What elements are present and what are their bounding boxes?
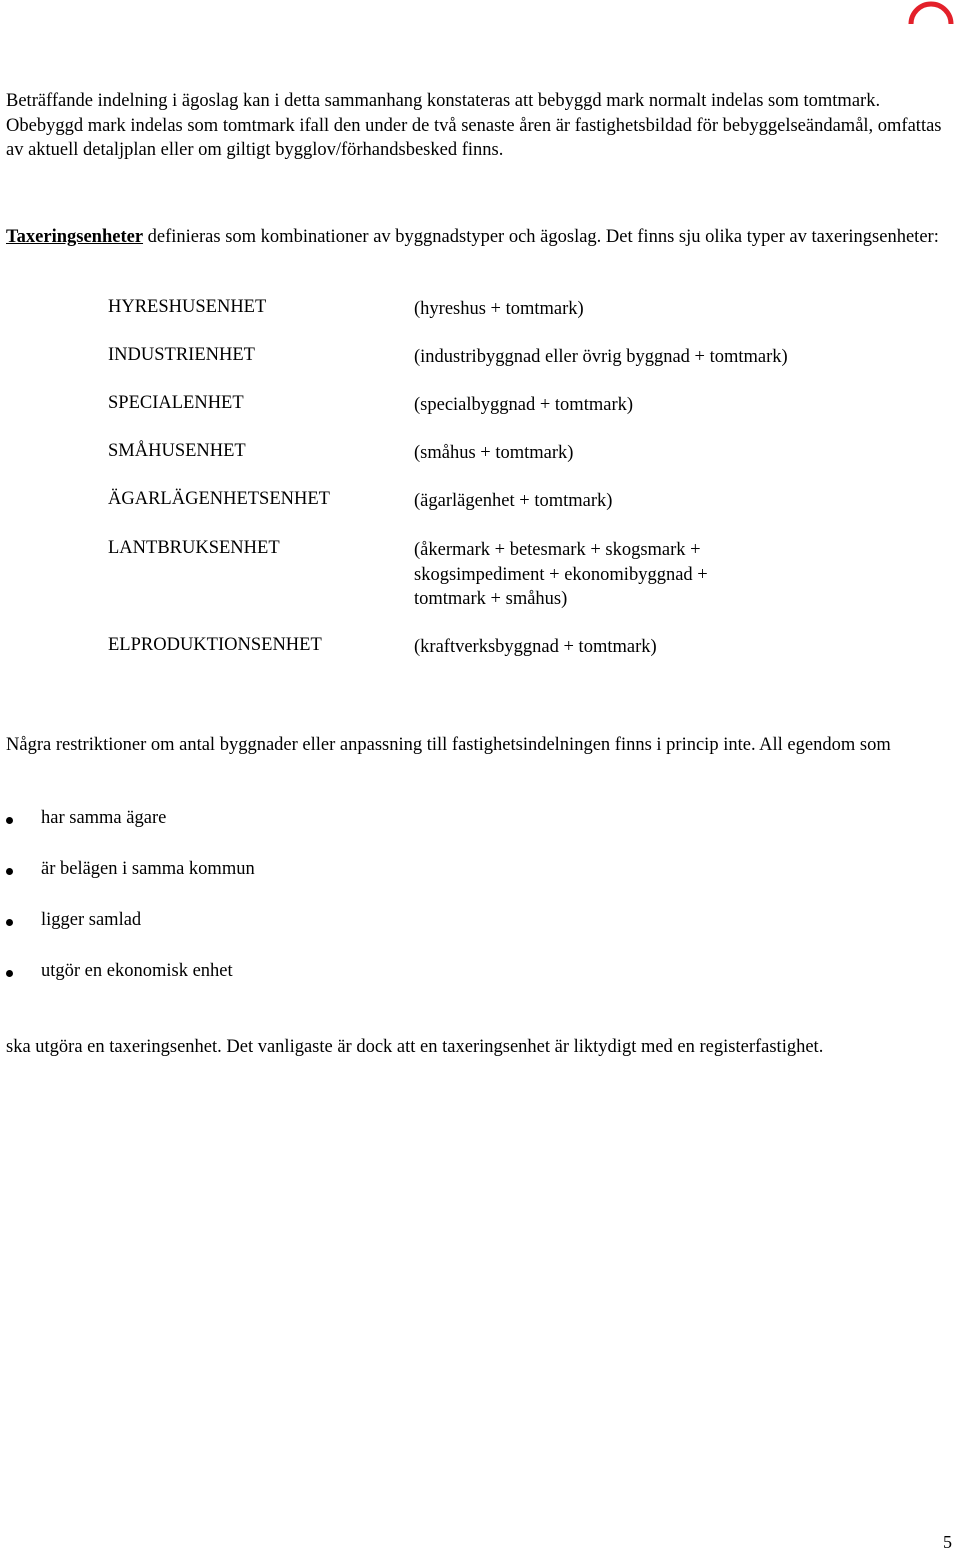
unit-type-name: ELPRODUKTIONSENHET xyxy=(108,635,322,655)
definition-term: Taxeringsenheter xyxy=(6,227,144,247)
unit-type-name: INDUSTRIENHET xyxy=(108,345,255,365)
unit-type-description: (specialbyggnad + tomtmark) xyxy=(414,395,634,415)
list-item xyxy=(0,859,960,885)
restrictions-paragraph xyxy=(6,733,956,758)
unit-type-description: (småhus + tomtmark) xyxy=(414,443,574,463)
unit-type-name: LANTBRUKSENHET xyxy=(108,538,280,558)
bullet-icon xyxy=(6,868,13,875)
unit-type-description: (kraftverksbyggnad + tomtmark) xyxy=(414,637,657,657)
bullet-icon xyxy=(6,970,13,977)
conclusion-text: ska utgöra en taxeringsenhet. Det vanligaste är dock att en taxeringsenhet är liktydigt med en registerfastighet. xyxy=(6,1037,824,1057)
conclusion-paragraph xyxy=(6,1035,956,1060)
intro-text: Beträffande indelning i ägoslag kan i detta sammanhang konstateras att bebyggd mark normalt indelas som tomtmark. Obebyggd mark indelas som tomtmark ifall den under de två senaste åren är fastighetsbildad för bebyggelseändamål, omfattas av aktuell detaljplan eller om giltigt bygglov/förhandsbesked finns. xyxy=(6,91,942,160)
list-item xyxy=(0,808,960,834)
unit-type-name: SPECIALENHET xyxy=(108,393,244,413)
list-item-text: utgör en ekonomisk enhet xyxy=(41,961,233,981)
bullet-icon xyxy=(6,919,13,926)
list-item-text: ligger samlad xyxy=(41,910,142,930)
unit-type-description: (hyreshus + tomtmark) xyxy=(414,299,584,319)
unit-type-name: ÄGARLÄGENHETSENHET xyxy=(108,489,330,509)
list-item-text: har samma ägare xyxy=(41,808,167,828)
unit-type-description: (industribyggnad eller övrig byggnad + tomtmark) xyxy=(414,347,788,367)
intro-paragraph xyxy=(6,89,956,163)
list-item-text: är belägen i samma kommun xyxy=(41,859,255,879)
unit-type-description: (åkermark + betesmark + skogsmark + skogsimpediment + ekonomibyggnad + tomtmark + småhus) xyxy=(414,540,708,609)
definition-paragraph xyxy=(6,225,956,250)
bullet-icon xyxy=(6,817,13,824)
list-item xyxy=(0,910,960,936)
unit-type-name: HYRESHUSENHET xyxy=(108,297,267,317)
restrictions-text: Några restriktioner om antal byggnader eller anpassning till fastighetsindelningen finns i princip inte. All egendom som xyxy=(6,735,891,755)
page-number: 5 xyxy=(943,1532,952,1552)
definition-text: definieras som kombinationer av byggnadstyper och ägoslag. Det finns sju olika typer av taxeringsenheter: xyxy=(143,227,939,247)
red-arc-logo-icon xyxy=(906,0,956,26)
unit-type-name: SMÅHUSENHET xyxy=(108,441,246,461)
unit-type-description: (ägarlägenhet + tomtmark) xyxy=(414,491,613,511)
list-item xyxy=(0,961,960,987)
